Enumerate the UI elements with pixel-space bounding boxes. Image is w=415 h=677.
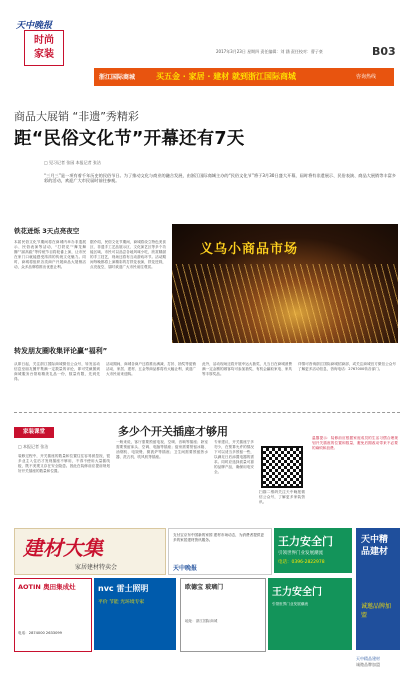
nvc-brand: nvc 雷士照明 — [98, 584, 149, 593]
wangli-bottom-brand: 王力安全门 — [272, 587, 322, 598]
headline: 距“民俗文化节”开幕还有7天 — [14, 129, 245, 149]
odebao-detail: 地址：浙江国际商城 — [185, 619, 218, 623]
photo-sign-text: 义乌小商品市场 — [200, 242, 299, 257]
wangli-bottom-ad — [268, 578, 352, 650]
section2-col3: 此外，活动现场还将开展幸运大抽奖，凡当日在商城消费满一定金额的顾客均可参加抽奖，有机会赢取家电、家具等丰厚奖品。 — [202, 362, 292, 376]
qr-caption: 扫描二维码关注天中晚报微信公众号，了解更多家装资讯。 — [259, 490, 305, 504]
citynews-ad — [168, 528, 272, 575]
tianzhong-bottom-label: 天中精品建材 — [356, 656, 380, 661]
banner-slogan: 买五金 · 家居 · 建材 就到浙江国际商城 — [156, 72, 297, 81]
section2-col4: 详情可咨询浙江国际商城招商部，或关注商城官方微信公众号了解更多活动信息，咨询电话：2767000转各部门。 — [298, 362, 396, 371]
section-name-line1: 时尚 — [34, 35, 54, 46]
wangli-bottom-detail: 引领世界门业发展潮流 — [272, 602, 308, 606]
nvc-detail: 平价 节能 光环境专家 — [98, 600, 145, 605]
wangli-title: 王力安全门 — [278, 535, 333, 548]
section-name-line2: 家装 — [34, 49, 54, 60]
wangli-phone: 电话：0396-2822978 — [278, 560, 325, 565]
aotin-detail: 电话：2874000 2633099 — [18, 631, 62, 635]
aotin-brand: AOTIN 奥田集成灶 — [18, 583, 76, 591]
citynews-text: 支付宝京东中国新的家园 建材市场动态，为消费者提供更多的家居建材资讯服务。 — [173, 533, 264, 542]
section-badge — [24, 30, 64, 66]
section2-col2: 活动期间，商城各商户还将推出满减、打折、抽奖等促销活动，家居、建材、五金等商品都将有大幅让利，欢迎广大市民前来选购。 — [106, 362, 196, 376]
section-divider — [14, 412, 400, 413]
tianzhong-jiancai-ad — [356, 528, 400, 650]
sparks-overlay — [172, 264, 398, 343]
tianzhong-sub: 诚邀品牌加盟 — [361, 603, 392, 619]
masthead — [0, 0, 415, 58]
kicker: 商品大展销 “非遗”秀精彩 — [14, 110, 139, 123]
tianzhong-title: 天中精品建材 — [361, 535, 389, 557]
section2-title: 转发朋友圈收集评论赢“福利” — [14, 347, 108, 355]
newspaper-logo: 天中晚报 — [16, 21, 53, 31]
jiancai-brand: 建材大集 — [23, 536, 103, 560]
banner-brand: 浙江国际商城 — [99, 74, 136, 81]
photo-caption-title: 铁花迸烁 3天点亮夜空 — [14, 227, 80, 235]
top-banner-ad — [94, 68, 394, 86]
tips-title: 多少个开关插座才够用 — [118, 425, 228, 438]
article1-col1-cont — [14, 262, 166, 312]
tips-col1: 装修过程中，开关插座的数量和位置往往容易被忽视，很多业主入住后才发现插座不够用，不得不使用大量插线板，既不美观又存在安全隐患。因此在装修前应提前规划好开关插座的数量和位置。 — [18, 454, 110, 473]
dateline: 2017年3月23日 星期四 责任编辑：刘 涵 责任校对：曹子豪 — [216, 49, 323, 54]
odebao-ad — [180, 578, 266, 652]
article1-col1: 本届民俗文化节期间将在商城内举办非遗展示、民俗表演等活动，“打铁花”“舞龙舞狮”“踩高跷”等传统节目将轮番上演，让市民在家门口就能感受浓浓的传统文化魅力。同时，商城将组织各类商户开展商品大展销活动，众多品牌将推出优惠让利。 — [14, 240, 86, 269]
citynews-brand: 天中晚报 — [173, 565, 198, 572]
tianzhong-bottom-detail: 诚邀品牌加盟 — [356, 662, 380, 667]
banner-hotline: 咨询热线 — [356, 74, 377, 80]
nvc-ad — [94, 578, 176, 650]
byline: □ 见习记者 张园 本报记者 张洁 — [44, 160, 101, 165]
tips-byline: □ 本报记者 张洁 — [18, 444, 49, 449]
tips-tag: 家装课堂 — [14, 427, 54, 438]
article1-col2: 据介绍，民俗文化节期间，商城将设立特色美食区、非遗手工艺品展示区、文化演艺区等多个功能区域，市民可以品尝各地风味小吃，欣赏精湛的手工技艺，现场还将有互动游戏环节。活动期间每晚都将上演精彩的打铁花表演，铁花迸烁，点亮夜空，届时欢迎广大市民前往观赏。 — [90, 240, 166, 269]
lead-intro: “三月三”是一项有着千年历史的民俗节日。为了推动文化与商业的融合发展，由浙江国际商城主办的“民俗文化节”将于3月30日盛大开幕，届时将有非遗展示、民俗表演、商品大展销等丰富多彩的活动，欢迎广大市民届时前往参观。 — [44, 173, 396, 184]
section2-col1: 从即日起，关注浙江国际商城微信公众号，转发活动信息至朋友圈并集满一定数量的评论，即可凭截图到商城服务台领取精美礼品一份，数量有限，先到先得。 — [14, 362, 100, 381]
tips-col3: 专家建议，开关插座宁多勿少，在预算允许的情况下可以适当多预留一些，以满足日后添置电器的需求。同时应选择质量可靠的品牌产品，确保用电安全。 — [214, 440, 254, 474]
tips-side-note: 温馨提示：装修前应根据家庭成员的生活习惯合理规划开关插座的位置和数量，避免后期改动带来不必要的麻烦和浪费。 — [312, 436, 398, 450]
night-market-photo — [172, 224, 398, 343]
bottom-ads-strip — [14, 578, 352, 650]
tips-col2: 一般来说，客厅需要预留电视、空调、音响等插座；卧室需要预留床头、空调、电脑等插座；厨房需要预留冰箱、油烟机、电饭煲、微波炉等插座；卫生间需要预留热水器、洗衣机、吹风机等插座。 — [116, 440, 208, 459]
page-number: B03 — [372, 45, 396, 58]
wangli-door-ad — [274, 528, 352, 573]
odebao-brand: 欧德宝 玻璃门 — [185, 584, 224, 591]
wangli-sub: 引领世界门业发展潮流 — [278, 551, 323, 556]
qr-code — [261, 446, 303, 488]
aotin-ad — [14, 578, 92, 652]
jiancai-sub: 家居建材特卖会 — [75, 564, 118, 571]
jiancai-ad — [14, 528, 166, 575]
